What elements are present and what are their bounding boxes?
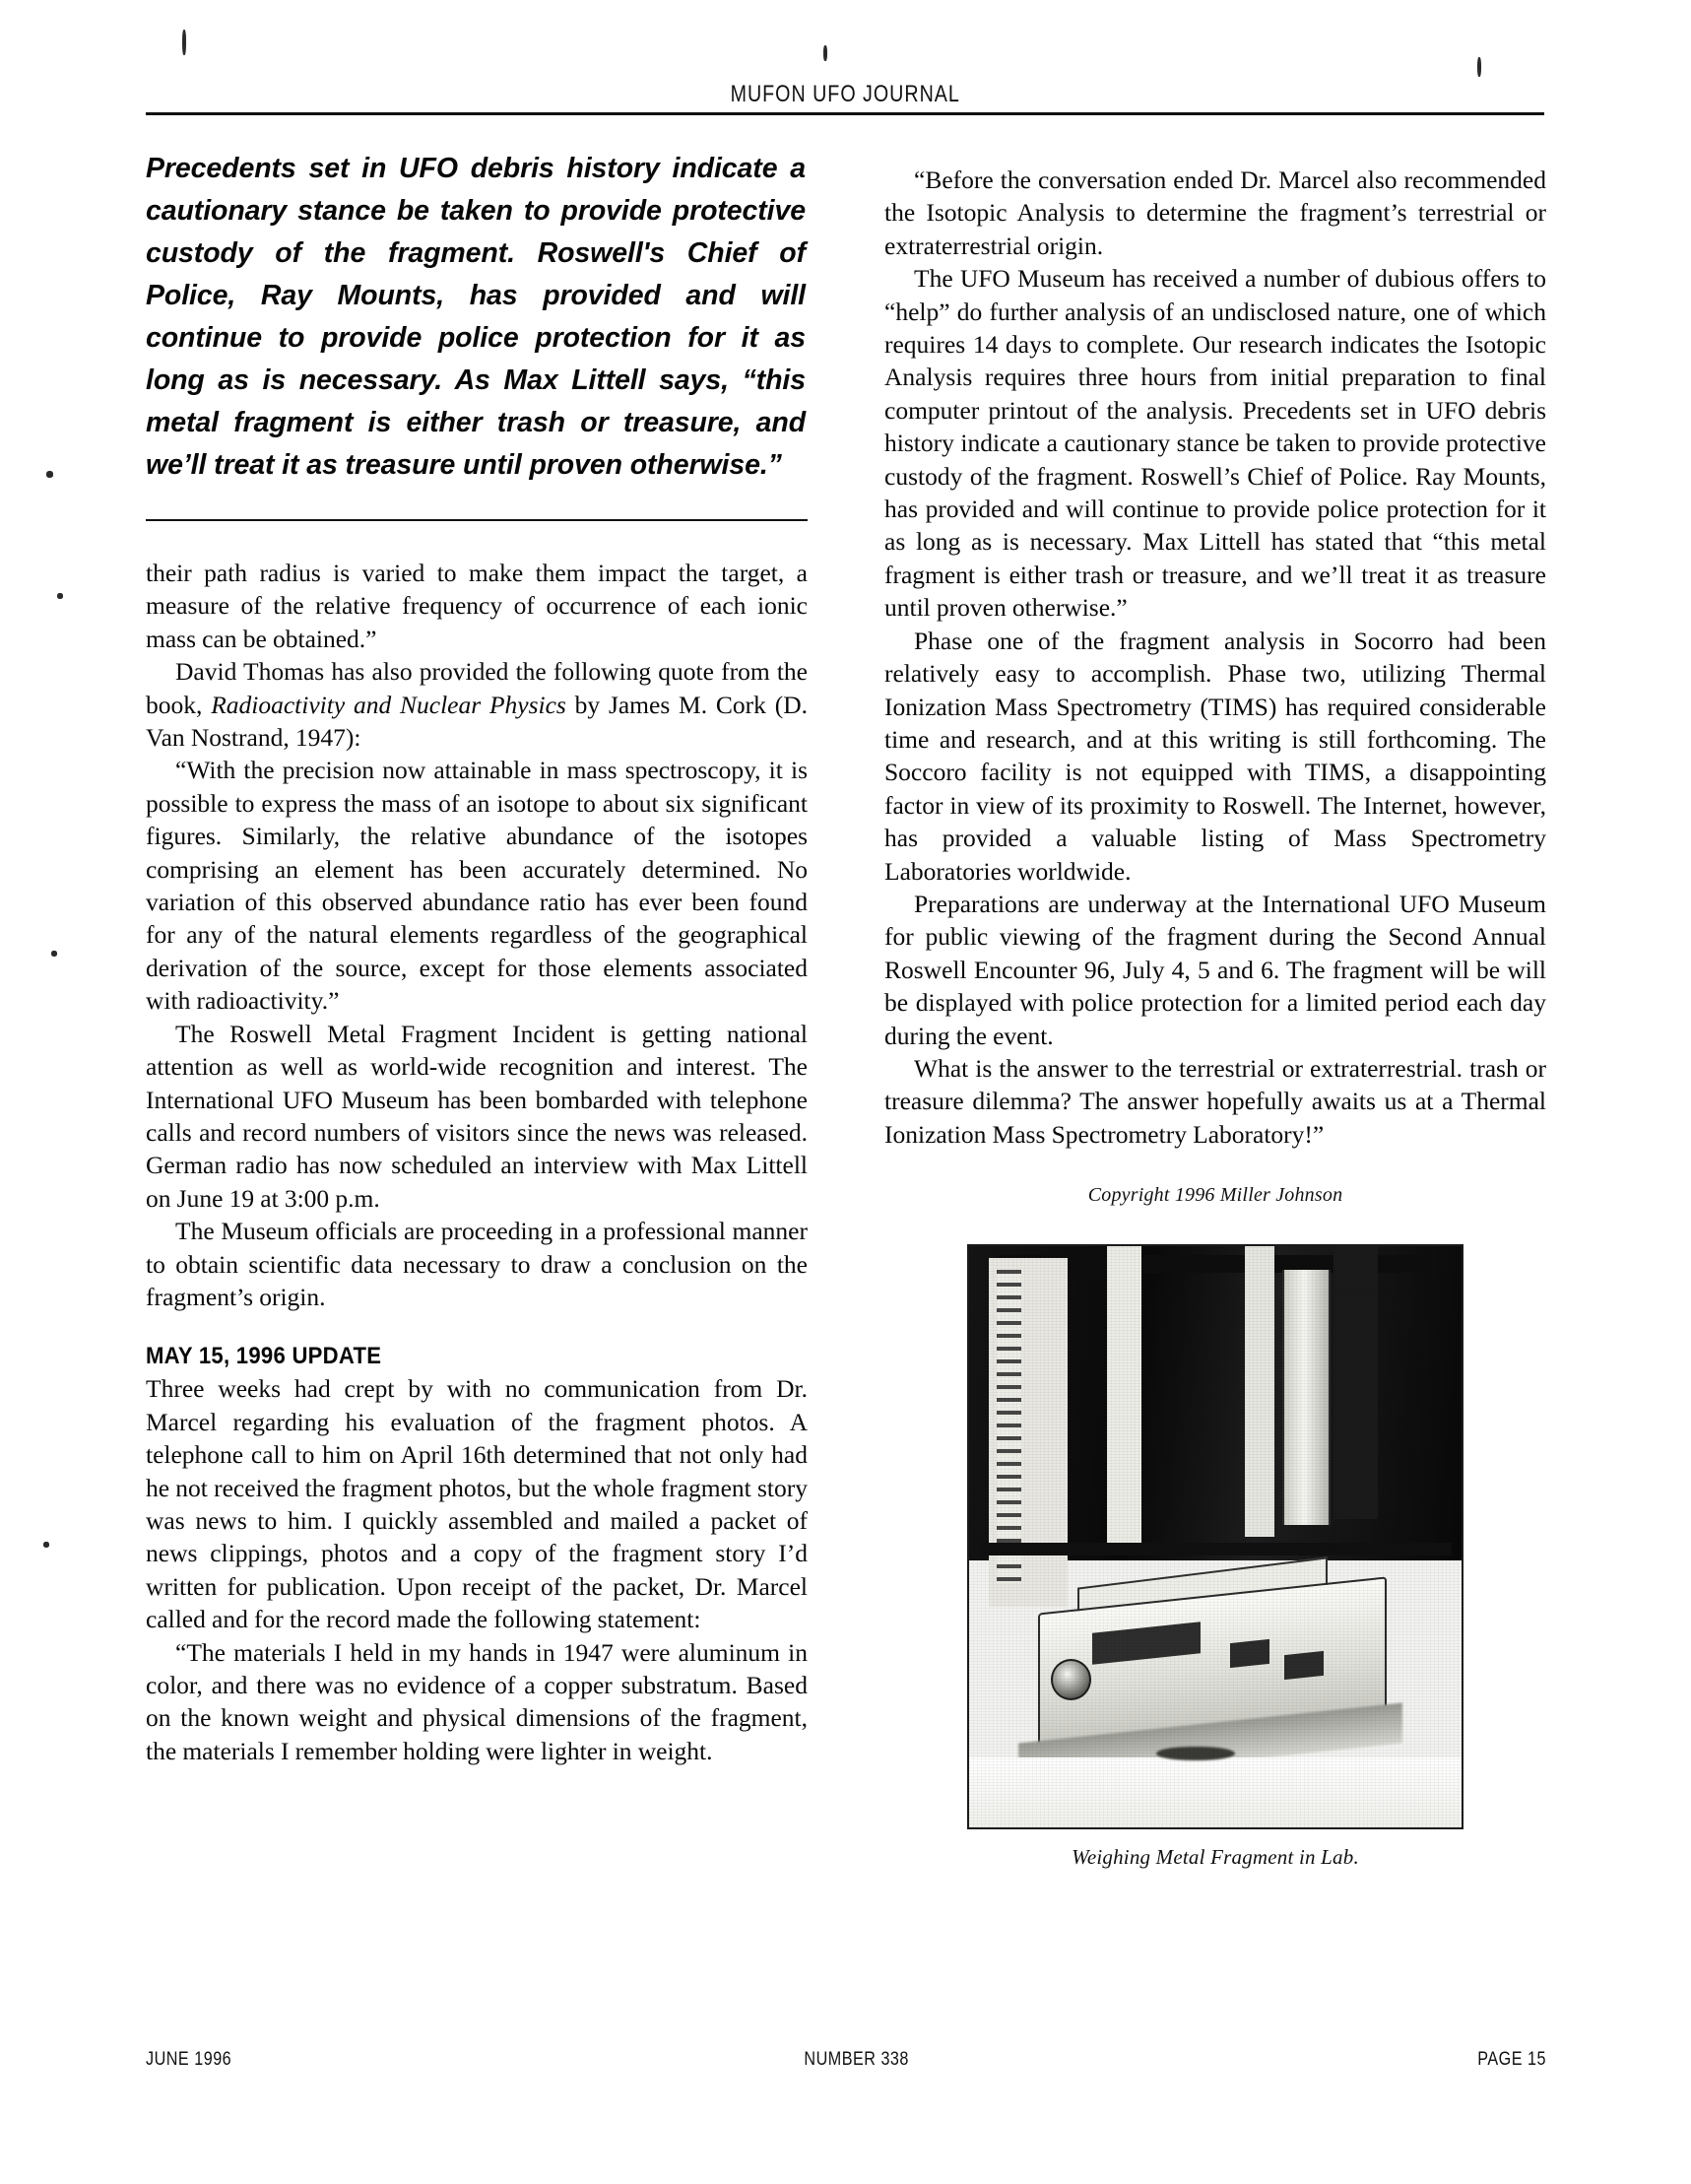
paragraph-marcel-statement: “The materials I held in my hands in 1947 were aluminum in color, and there was no evidence of a copper substratum. Based on the known weight and physical dimensions of the fragment, the materials I remember holding were lighter in weight. [146, 1637, 808, 1765]
photo-left-panel-texture [997, 1270, 1021, 1584]
footer-issue-date: JUNE 1996 [146, 2049, 232, 2070]
footer-issue-number: NUMBER 338 [804, 2049, 909, 2070]
paragraph-phase-one: Phase one of the fragment analysis in Socorro had been relatively easy to accomplish. Phase two, utilizing Thermal Ionization Mass Spectrometry (TIMS) has required considerable time and research, and at this writing is still forthcoming. The Soccoro facility is not equipped with TIMS, a disappointing factor in view of its proximity to Roswell. The Internet, however, has provided a valuable listing of Mass Spectrometry Laboratories worldwide. [884, 626, 1546, 886]
photo-shelf-edge [979, 1543, 1452, 1555]
photo-glass-column [1282, 1270, 1331, 1526]
masthead [146, 81, 1544, 108]
copyright-line: Copyright 1996 Miller Johnson [1087, 1184, 1343, 1207]
paragraph-before-conversation: “Before the conversation ended Dr. Marcel also recommended the Isotopic Analysis to determine the fragment’s terrestrial or extraterrestrial origin. [884, 165, 1546, 260]
footer-page-number: PAGE 15 [1477, 2049, 1546, 2070]
scan-speck [51, 951, 57, 957]
masthead-rule [146, 112, 1544, 115]
photo-figure [884, 1244, 1546, 1870]
photo-balance-keypad-left [1230, 1639, 1269, 1668]
paragraph-continued: their path radius is varied to make them impact the target, a measure of the relative frequency of occurrence of each ionic mass can be obtained.” [146, 559, 808, 653]
right-column [884, 148, 1546, 1870]
section-heading-may-update: MAY 15, 1996 UPDATE [146, 1343, 382, 1370]
lab-photograph [967, 1244, 1463, 1829]
photo-bench-surface [969, 1757, 1462, 1827]
scan-speck [182, 30, 186, 55]
paragraph-cork-quote: “With the precision now attainable in mass spectroscopy, it is possible to express the mass of an isotope to about six significant figures. Similarly, the relative abundance of the isotopes comprising an element has been accurately determined. No variation of this observed abundance ratio has ever been found for any of the natural elements regardless of the geographical derivation of the source, except for those elements associated with radioactivity.” [146, 756, 808, 1016]
paragraph-museum-officials: The Museum officials are proceeding in a professional manner to obtain scientific data necessary to draw a conclusion on the fragment’s origin. [146, 1217, 808, 1311]
paragraph-three-weeks: Three weeks had crept by with no communication from Dr. Marcel regarding his evaluation of the fragment photos. A telephone call to him on April 16th determined that not only had he not received the fragment photos, but the whole fragment story was news to him. I quickly assembled and mailed a packet of news clippings, photos and a copy of the fragment story I’d written for publication. Upon receipt of the packet, Dr. Marcel called and for the record made the following statement: [146, 1374, 808, 1634]
left-column [146, 148, 808, 1870]
spacer [884, 148, 1546, 164]
masthead-title: MUFON UFO JOURNAL [730, 81, 960, 107]
photo-caption: Weighing Metal Fragment in Lab. [1072, 1845, 1359, 1870]
scan-speck [43, 1542, 49, 1548]
photo-pillar-left [1107, 1246, 1141, 1549]
scan-speck [46, 471, 53, 478]
scan-speck [823, 45, 827, 61]
photo-balance-keypad-right [1284, 1651, 1324, 1680]
page-footer [146, 2049, 1546, 2071]
paragraph-what-is-answer: What is the answer to the terrestrial or extraterrestrial. trash or treasure dilemma? The answer hopefully awaits us at a Thermal Ionization Mass Spectrometry Laboratory!” [884, 1053, 1546, 1149]
paragraph-david-thomas [146, 655, 808, 754]
photo-balance-knob [1051, 1659, 1092, 1700]
paragraph-david-thomas-pre: David Thomas has also provided the following quote from the book, [146, 657, 808, 719]
paragraph-preparations: Preparations are underway at the International UFO Museum for public viewing of the fragment during the Second Annual Roswell Encounter 96, July 4, 5 and 6. The fragment will be will be displayed with police protection for a limited period each day during the event. [884, 889, 1546, 1050]
scan-speck [57, 593, 63, 599]
scan-speck [1477, 57, 1481, 77]
paragraph-dubious-offers: The UFO Museum has received a number of dubious offers to “help” do further analysis of an undisclosed nature, one of which requires 14 days to complete. Our research indicates the Isotopic Analysis requires three hours from initial preparation to final computer printout of the analysis. Precedents set in UFO debris history indicate a cautionary stance be taken to provide protective custody of the fragment. Roswell’s Chief of Police. Ray Mounts, has provided and will continue to provide police protection for it as long as is necessary. Max Littell has stated that “this metal fragment is either trash or treasure, and we’ll treat it as treasure until proven otherwise.” [884, 264, 1546, 623]
spacer [146, 521, 808, 557]
article-columns [146, 148, 1546, 1870]
paragraph-david-thomas-post: by James M. Cork (D. Van Nostrand, 1947): [146, 690, 808, 753]
paragraph-national-attention: The Roswell Metal Fragment Incident is getting national attention as well as world-wide recognition and interest. The International UFO Museum has been bombarded with telephone calls and record numbers of visitors since the news was released. German radio has now scheduled an interview with Max Littell on June 19 at 3:00 p.m. [146, 1019, 808, 1213]
photo-pillar-middle [1245, 1246, 1274, 1537]
pull-quote: Precedents set in UFO debris history indicate a cautionary stance be taken to provide protective custody of the fragment. Roswell's Chief of Police, Ray Mounts, has provided and will continue to provide police protection for it as long as is necessary. As Max Littell says, “this metal fragment is either trash or treasure, and we’ll treat it as treasure until proven otherwise.” [146, 153, 806, 481]
photo-pillar-right [1333, 1246, 1378, 1519]
book-title-radioactivity: Radioactivity and Nuclear Physics [211, 690, 566, 719]
